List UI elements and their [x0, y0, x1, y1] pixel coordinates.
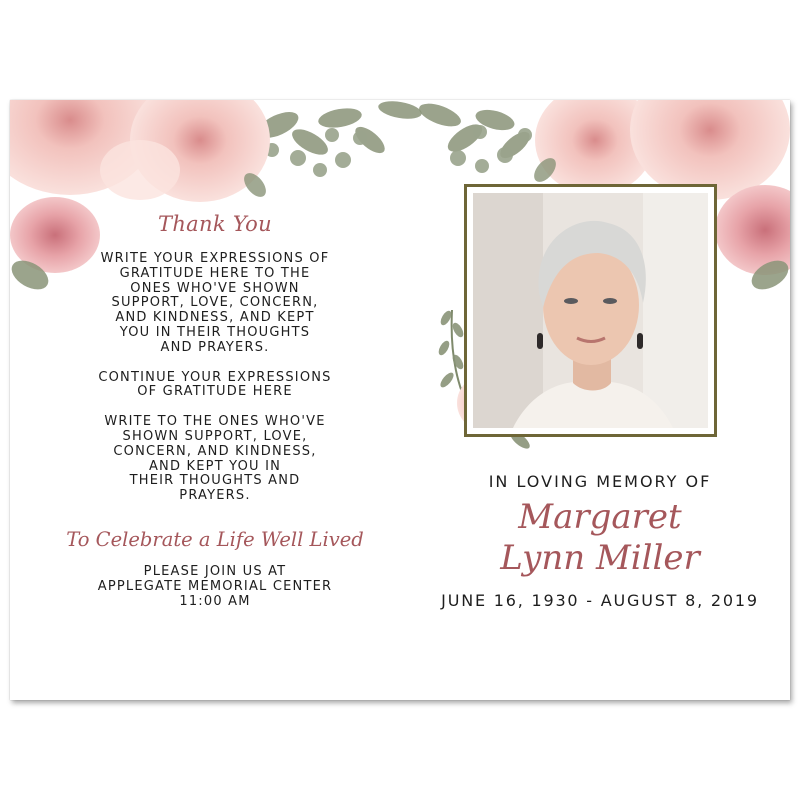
- right-panel: [410, 472, 790, 610]
- in-loving-memory-heading: IN LOVING MEMORY OF: [488, 472, 712, 491]
- celebrate-heading: To Celebrate a Life Well Lived: [66, 527, 364, 551]
- gratitude-paragraph-3: WRITE TO THE ONES WHO'VE SHOWN SUPPORT, LOVE, CONCERN, AND KINDNESS, AND KEPT YOU IN THEIR THOUGHTS AND PRAYERS.: [104, 414, 326, 504]
- funeral-program-card: [10, 100, 790, 700]
- name-second-line: Lynn Miller: [500, 538, 700, 578]
- life-dates: JUNE 16, 1930 - AUGUST 8, 2019: [441, 591, 759, 610]
- portrait-frame: [464, 184, 717, 437]
- name-first-line: Margaret: [518, 497, 682, 537]
- thank-you-heading: Thank You: [158, 212, 272, 236]
- gratitude-paragraph-1: WRITE YOUR EXPRESSIONS OF GRATITUDE HERE TO THE ONES WHO'VE SHOWN SUPPORT, LOVE, CONCERN, AND KINDNESS, AND KEPT YOU IN THEIR THOUGHTS AND PRAYERS.: [100, 251, 330, 355]
- gratitude-paragraph-2: CONTINUE YOUR EXPRESSIONS OF GRATITUDE HERE: [98, 369, 332, 400]
- service-details: PLEASE JOIN US AT APPLEGATE MEMORIAL CENTER 11:00 AM: [97, 563, 333, 609]
- left-panel: [45, 212, 385, 609]
- portrait-photo: [473, 193, 708, 428]
